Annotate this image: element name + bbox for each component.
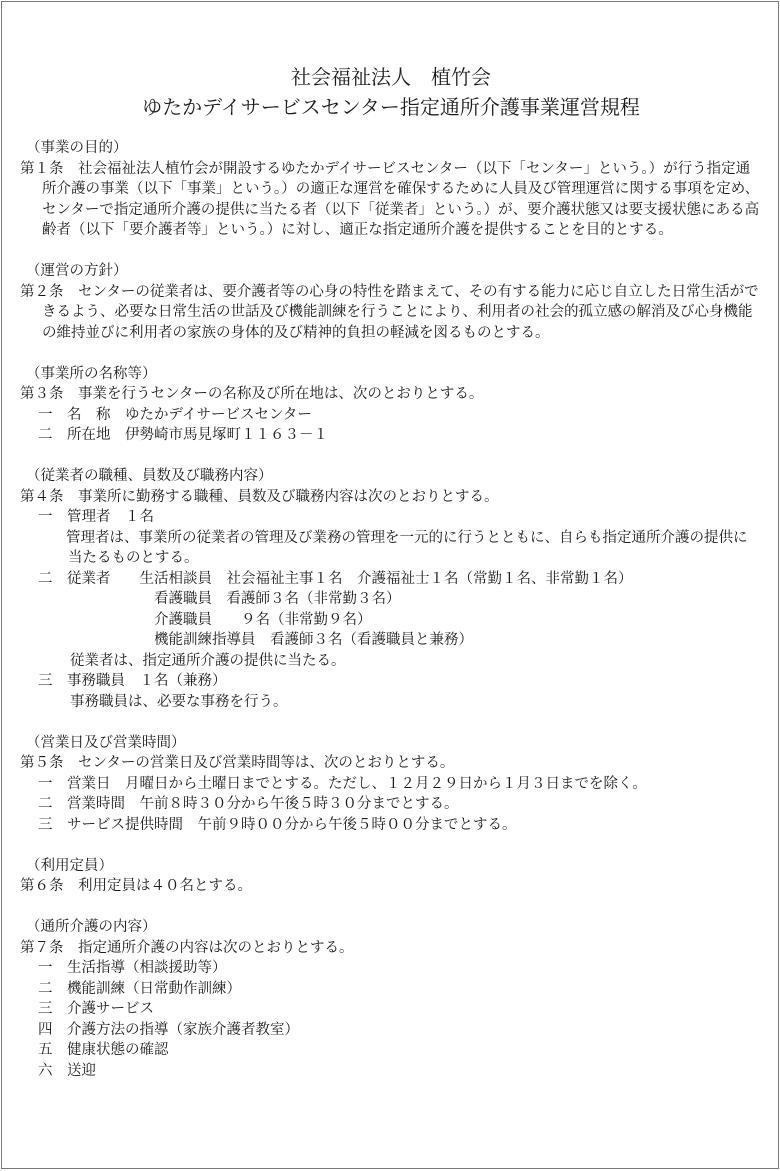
- article-4-text: 第４条 事業所に勤務する職種、員数及び職務内容は次のとおりとする。: [20, 488, 499, 505]
- article-7-item: 四 介護方法の指導（家族介護者教室）: [38, 1021, 299, 1038]
- article-7-item: 一 生活指導（相談援助等）: [38, 960, 227, 976]
- article-4-item-manager: 一 管理者 １名: [38, 509, 154, 525]
- article-6-heading: （利用定員）: [26, 857, 113, 874]
- article-1-text: 第１条 社会福祉法人植竹会が開設するゆたかデイサービスセンター（以下「センター」という。）が行う指定通所介護の事業（以下「事業」という。）の適正な運営を確保するために人員及び管理運営に関する事項を定め、センターで指定通所介護の提供に当たる者（以下「従業者」という。）が、要介護状態又は要支援状態にある高齢者（以下「要介護者等」という。）に対し、適正な指定通所介護を提供することを目的とする。: [20, 160, 760, 238]
- document-page: [1, 1, 779, 1169]
- article-4-item-staff: 二 従業者 生活相談員 社会福祉主事１名 介護福祉士１名（常勤１名、非常勤１名）: [38, 570, 633, 587]
- document-body: [20, 138, 760, 1081]
- article-4-manager-desc: 管理者は、事業所の従業者の管理及び業務の管理を一元的に行うとともに、自らも指定通所介護の提供に当たるものとする。: [66, 529, 748, 566]
- article-7-item: 五 健康状態の確認: [38, 1042, 169, 1058]
- article-5-item: 一 営業日 月曜日から土曜日までとする。ただし、１２月２９日から１月３日までを除く。: [38, 775, 647, 792]
- article-4-staff-row: 機能訓練指導員 看護師３名（看護職員と兼務）: [154, 632, 473, 648]
- article-7-item: 六 送迎: [38, 1062, 96, 1079]
- article-5-heading: （営業日及び営業時間）: [26, 734, 186, 751]
- article-7-item: 二 機能訓練（日常動作訓練）: [38, 980, 241, 997]
- article-5-text: 第５条 センターの営業日及び営業時間等は、次のとおりとする。: [20, 755, 455, 771]
- document-title: ゆたかデイサービスセンター指定通所介護事業運営規程: [142, 95, 640, 119]
- article-4-staff-row: 看護職員 看護師３名（非常勤３名）: [154, 591, 401, 607]
- article-5-item: 二 営業時間 午前８時３０分から午後５時３０分までとする。: [38, 796, 459, 812]
- article-3-item: 二 所在地 伊勢崎市馬見塚町１１６３－１: [38, 427, 328, 443]
- article-7-text: 第７条 指定通所介護の内容は次のとおりとする。: [20, 939, 354, 956]
- article-2-text: 第２条 センターの従業者は、要介護者等の心身の特性を踏まえて、その有する能力に応じ自立した日常生活ができるよう、必要な日常生活の世話及び機能訓練を行うことにより、利用者の社会的孤立感の解消及び心身機能の維持並びに利用者の家族の身体的及び精神的負担の軽減を図るものとする。: [20, 283, 759, 341]
- article-4-item-clerk: 三 事務職員 １名（兼務）: [38, 673, 227, 689]
- article-4-heading: （従業者の職種、員数及び職務内容）: [26, 468, 273, 484]
- article-3-heading: （事業所の名称等）: [26, 365, 157, 382]
- article-6-text: 第６条 利用定員は４０名とする。: [20, 878, 252, 894]
- article-5-item: 三 サービス提供時間 午前９時００分から午後５時００分までとする。: [38, 816, 517, 833]
- article-4-clerk-desc: 事務職員は、必要な事務を行う。: [70, 693, 288, 710]
- article-7-heading: （通所介護の内容）: [26, 919, 157, 935]
- article-3-item: 一 名 称 ゆたかデイサービスセンター: [38, 406, 312, 423]
- article-4-staff-row: 介護職員 ９名（非常勤９名）: [154, 611, 372, 628]
- article-7-item: 三 介護サービス: [38, 1001, 154, 1017]
- article-1-heading: （事業の目的）: [26, 140, 128, 156]
- document-title-org: 社会福祉法人 植竹会: [291, 65, 491, 89]
- article-4-staff-desc: 従業者は、指定通所介護の提供に当たる。: [70, 652, 346, 669]
- article-2-heading: （運営の方針）: [26, 263, 128, 279]
- article-3-text: 第３条 事業を行うセンターの名称及び所在地は、次のとおりとする。: [20, 386, 484, 402]
